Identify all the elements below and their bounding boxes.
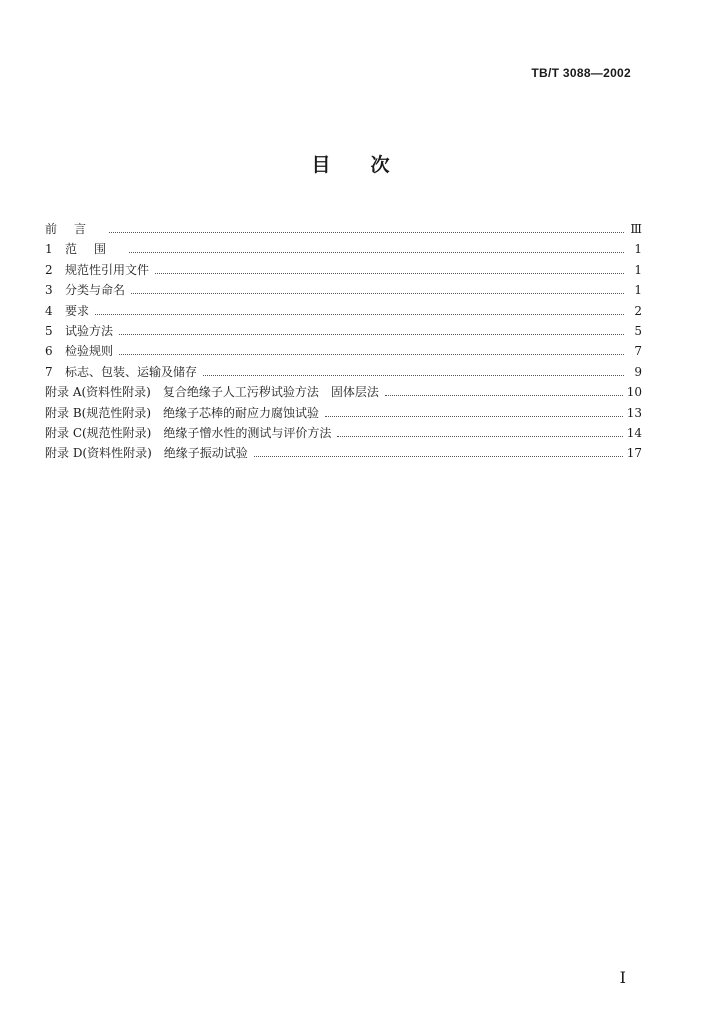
- toc-entry-page: 1: [634, 283, 642, 298]
- toc-entry-label: 试验方法: [65, 323, 114, 338]
- toc-entry-2[interactable]: [45, 260, 642, 280]
- dot-leader: [337, 436, 622, 437]
- dot-leader: [119, 334, 624, 335]
- toc-entry-6[interactable]: [45, 341, 642, 361]
- toc-entry-page: 14: [626, 425, 642, 440]
- dot-leader: [385, 395, 623, 396]
- toc-entry-page: Ⅲ: [630, 222, 642, 236]
- toc-entry-number: 3: [45, 283, 53, 298]
- toc-entry-label: 附录 C(规范性附录) 绝缘子憎水性的测试与评价方法: [45, 425, 332, 440]
- dot-leader: [95, 314, 624, 315]
- toc-entry-page: 2: [634, 303, 642, 318]
- toc-entry-page: 13: [626, 405, 642, 420]
- toc-entry-label: 分类与命名: [65, 283, 126, 298]
- toc-entry-preface[interactable]: [45, 219, 642, 239]
- dot-leader: [203, 375, 624, 376]
- title-char-1: 目: [311, 154, 331, 176]
- toc-entry-3[interactable]: [45, 280, 642, 300]
- dot-leader: [254, 456, 623, 457]
- toc-entry-appendix-b[interactable]: [45, 403, 642, 423]
- toc-entry-number: 4: [45, 303, 53, 318]
- toc-entry-page: 1: [634, 242, 642, 257]
- toc-entry-number: 5: [45, 323, 53, 338]
- toc-entry-page: 17: [626, 446, 642, 461]
- toc-entry-label: 要求: [65, 303, 90, 318]
- toc-entry-appendix-d[interactable]: [45, 443, 642, 463]
- toc-entry-number: 6: [45, 344, 53, 359]
- toc-entry-page: 1: [634, 262, 642, 277]
- toc-entry-label: 范围: [65, 242, 124, 257]
- toc-entry-number: 7: [45, 364, 53, 379]
- toc-entry-label: 标志、包装、运输及储存: [65, 364, 198, 379]
- toc-entry-number: 1: [45, 242, 53, 257]
- page-title: [0, 150, 701, 177]
- page-number: I: [619, 968, 626, 987]
- toc-entry-label: 前言: [45, 222, 104, 236]
- dot-leader: [109, 232, 624, 233]
- toc-entry-label: 附录 D(资料性附录) 绝缘子振动试验: [45, 446, 248, 461]
- toc-entry-number: 2: [45, 262, 53, 277]
- standard-code: TB/T 3088—2002: [531, 66, 631, 80]
- toc-entry-label: 检验规则: [65, 344, 114, 359]
- toc-entry-5[interactable]: [45, 321, 642, 341]
- toc-entry-appendix-a[interactable]: [45, 382, 642, 402]
- toc-entry-7[interactable]: [45, 362, 642, 382]
- toc-entry-label: 附录 B(规范性附录) 绝缘子芯棒的耐应力腐蚀试验: [45, 405, 319, 420]
- title-char-2: 次: [370, 154, 390, 176]
- table-of-contents: [45, 219, 642, 464]
- toc-entry-page: 7: [634, 344, 642, 359]
- toc-entry-page: 9: [634, 364, 642, 379]
- toc-entry-1[interactable]: [45, 239, 642, 259]
- toc-entry-appendix-c[interactable]: [45, 423, 642, 443]
- toc-entry-page: 10: [626, 385, 642, 400]
- dot-leader: [129, 252, 624, 253]
- toc-entry-label: 规范性引用文件: [65, 262, 150, 277]
- toc-entry-label: 附录 A(资料性附录) 复合绝缘子人工污秽试验方法 固体层法: [45, 385, 379, 400]
- dot-leader: [131, 293, 624, 294]
- dot-leader: [325, 416, 623, 417]
- dot-leader: [155, 273, 624, 274]
- toc-entry-page: 5: [634, 323, 642, 338]
- dot-leader: [119, 354, 624, 355]
- toc-entry-4[interactable]: [45, 301, 642, 321]
